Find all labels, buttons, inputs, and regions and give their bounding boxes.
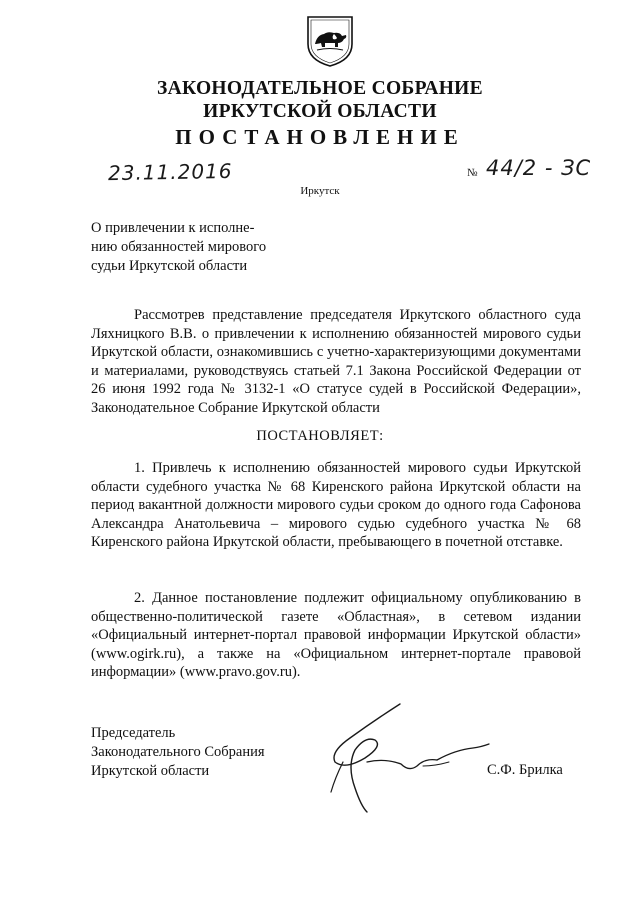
preamble-paragraph: Рассмотрев представление председателя Иркутского областного суда Ляхницкого В.В. о привлечении к исполнению обязанностей мирового судьи Иркутской области, ознакомившись с учетно-характеризующими документами и материалами, руководствуясь статьей 7.1 Закона Российской Федерации от 26 июня 1992 года № 3132-1 «О статусе судей в Российской Федерации», Законодательное Собрание Иркутской области (91, 307, 581, 416)
document-number: 44/2 - ЗС (486, 156, 592, 180)
resolution-item-2: 2. Данное постановление подлежит официальному опубликованию в общественно-политической газете «Областная», в сетевом издании «Официальный интернет-портал правовой информации Иркутской области» (www.ogirk.ru), а также на «Официальном интернет-портале правовой информации» (www.pravo.gov.ru). (91, 590, 581, 680)
handwritten-signature (305, 700, 490, 815)
document-type-title: ПОСТАНОВЛЕНИЕ (175, 125, 465, 149)
resolves-heading: ПОСТАНОВЛЯЕТ: (256, 428, 384, 444)
irkutsk-coat-of-arms-icon (305, 14, 355, 68)
signatory-name: С.Ф. Брилка (487, 762, 563, 778)
signatory-title: Председатель Законодательного Собрания Иркутской области (91, 725, 265, 779)
document-city: Иркутск (300, 185, 340, 197)
document-date: 23.11.2016 (107, 158, 233, 186)
number-sign: № (467, 167, 478, 179)
document-subject: О привлечении к исполне- нию обязанностей мирового судьи Иркутской области (91, 220, 267, 274)
organization-name-line1: ЗАКОНОДАТЕЛЬНОЕ СОБРАНИЕ (157, 78, 483, 99)
resolution-item-1: 1. Привлечь к исполнению обязанностей мирового судьи Иркутской области судебного участка № 68 Киренского района Иркутской области на период вакантной должности мирового судьи сроком до одного года Сафонова Александра Анатольевича – мирового судью судебного участка № 68 Киренского района Иркутской области, пребывающего в почетной отставке. (91, 460, 581, 550)
organization-name-line2: ИРКУТСКОЙ ОБЛАСТИ (203, 101, 437, 122)
